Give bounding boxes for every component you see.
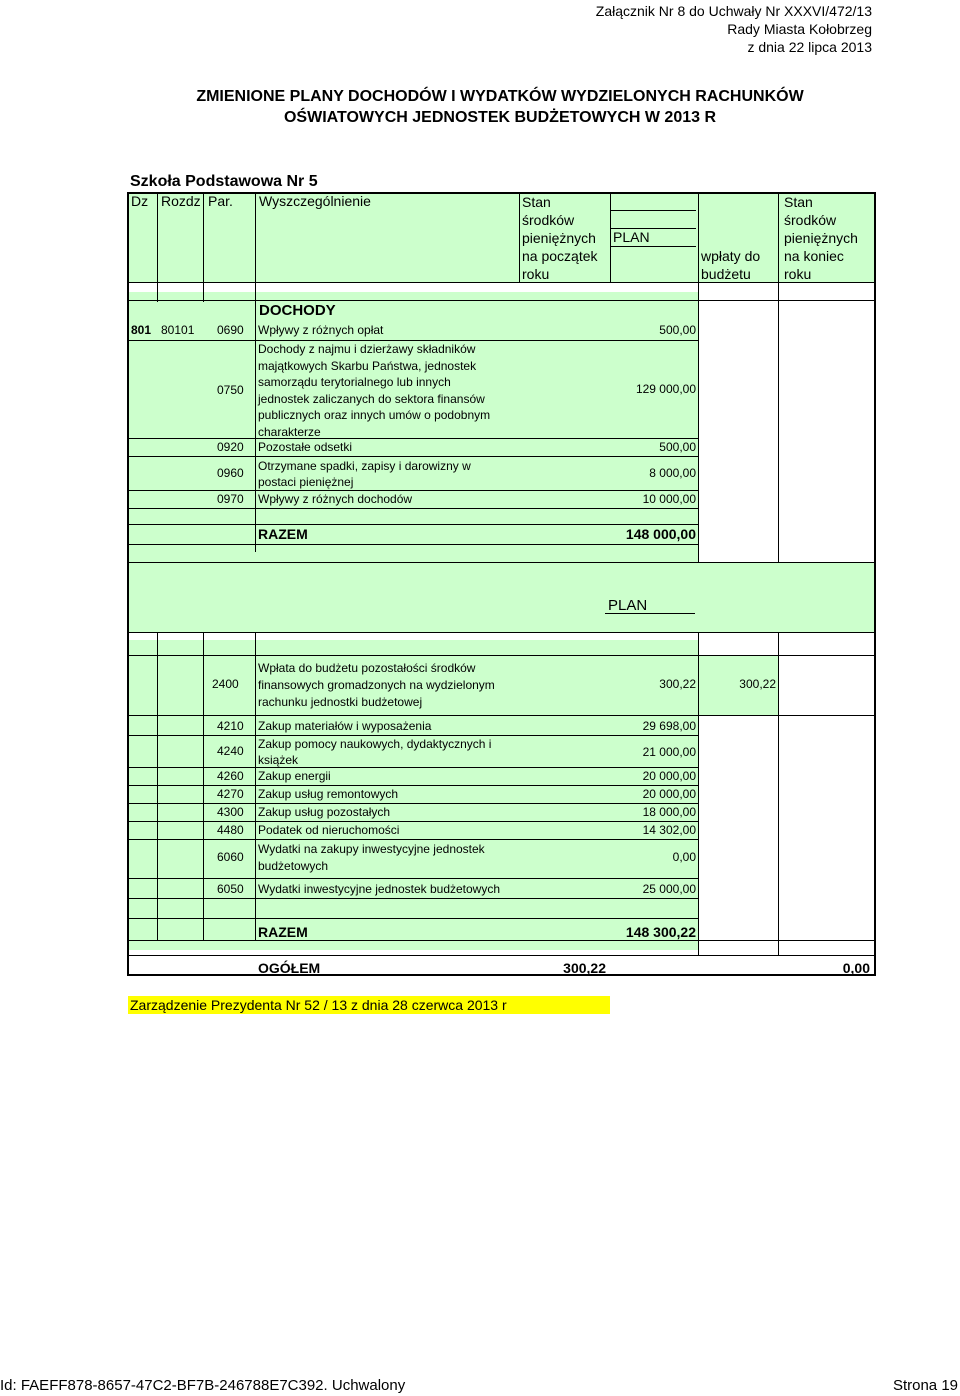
income-total-value: 148 000,00 xyxy=(625,526,696,542)
expense-total-value: 148 300,22 xyxy=(625,924,696,940)
col-header-description: Wyszczególnienie xyxy=(259,193,371,209)
income-rozdz: 80101 xyxy=(161,323,195,337)
expense-row-plan: 0,00 xyxy=(672,850,696,864)
expense-row-desc: Zakup usług pozostałych xyxy=(258,805,391,819)
income-row-plan: 8 000,00 xyxy=(649,466,696,480)
header-line-1: Załącznik Nr 8 do Uchwały Nr XXXVI/472/13 xyxy=(595,3,872,19)
income-row-par: 0970 xyxy=(217,492,244,506)
expense-row-par: 6060 xyxy=(217,850,244,864)
expense-row-plan: 21 000,00 xyxy=(642,745,696,759)
col-header-stan-end: Stan środków pieniężnych na koniec roku xyxy=(784,194,858,282)
income-row-desc: Otrzymane spadki, zapisy i darowizny w postaci pieniężnej xyxy=(258,459,471,489)
title-line-2: OŚWIATOWYCH JEDNOSTEK BUDŻETOWYCH W 2013 R xyxy=(283,109,717,126)
expense-plan-label: PLAN xyxy=(608,597,648,614)
section-title-income: DOCHODY xyxy=(259,302,336,319)
expense-row-par: 4300 xyxy=(217,805,244,819)
expense-row-par: 4210 xyxy=(217,719,244,733)
expense-total-label: RAZEM xyxy=(258,924,308,940)
col-header-rozdz: Rozdz xyxy=(161,193,201,209)
expense-row-par: 4270 xyxy=(217,787,244,801)
income-dz: 801 xyxy=(131,323,152,337)
expense-row-par: 4260 xyxy=(217,769,244,783)
income-row-desc: Dochody z najmu i dzierżawy składników majątkowych Skarbu Państwa, jednostek samorządu terytorialnego lub innych jednostek zaliczanych do sektora finansów publicznych oraz innych umów o podobnym charakterze xyxy=(258,342,491,439)
footer-page-number: Strona 19 xyxy=(892,1377,958,1394)
footer-document-id: Id: FAEFF878-8657-47C2-BF7B-246788E7C392. Uchwalony xyxy=(0,1377,406,1394)
income-row-par: 0750 xyxy=(217,383,244,397)
expense-row-desc: Wydatki inwestycyjne jednostek budżetowych xyxy=(258,882,501,896)
header-line-2: Rady Miasta Kołobrzeg xyxy=(727,21,872,37)
col-header-stan-start: Stan środków pieniężnych na początek roku xyxy=(522,194,598,282)
income-row-plan: 500,00 xyxy=(659,440,696,454)
ordinance-note: Zarządzenie Prezydenta Nr 52 / 13 z dnia 28 czerwca 2013 r xyxy=(128,996,610,1014)
expense-row-par: 2400 xyxy=(212,677,239,691)
income-row-plan: 129 000,00 xyxy=(635,382,696,396)
col-header-par: Par. xyxy=(208,193,233,209)
income-row-par: 0920 xyxy=(217,440,244,454)
expense-row-plan: 25 000,00 xyxy=(642,882,696,896)
expense-transfer-wplaty: 300,22 xyxy=(739,677,776,691)
income-row-par: 0690 xyxy=(217,323,244,337)
income-total-label: RAZEM xyxy=(258,526,308,542)
col-header-plan: PLAN xyxy=(613,229,650,245)
expense-row-desc: Podatek od nieruchomości xyxy=(258,823,400,837)
grand-total-label: OGÓŁEM xyxy=(258,960,321,976)
expense-row-plan: 14 302,00 xyxy=(642,823,696,837)
grand-total-wplaty: 300,22 xyxy=(563,960,606,976)
expense-row-plan: 18 000,00 xyxy=(642,805,696,819)
income-row-desc: Wpływy z różnych opłat xyxy=(258,323,384,337)
col-header-wplaty: wpłaty do budżetu xyxy=(701,248,761,282)
col-header-dz: Dz xyxy=(131,193,149,209)
income-row-desc: Pozostałe odsetki xyxy=(258,440,353,454)
expense-transfer-plan: 300,22 xyxy=(659,677,696,691)
expense-row-desc: Wpłata do budżetu pozostałości środków finansowych gromadzonych na wydzielonym rachunku jednostki budżetowej xyxy=(258,661,495,709)
expense-row-desc: Zakup usług remontowych xyxy=(258,787,399,801)
expense-row-desc: Zakup pomocy naukowych, dydaktycznych i książek xyxy=(258,737,492,767)
expense-row-plan: 29 698,00 xyxy=(642,719,696,733)
expense-row-desc: Zakup materiałów i wyposażenia xyxy=(258,719,432,733)
income-row-desc: Wpływy z różnych dochodów xyxy=(258,492,413,506)
attachment-header xyxy=(596,2,872,56)
document-title xyxy=(0,86,960,128)
header-line-3: z dnia 22 lipca 2013 xyxy=(747,39,872,55)
grand-total-stan-end: 0,00 xyxy=(842,960,870,976)
expense-row-desc: Wydatki na zakupy inwestycyjne jednostek budżetowych xyxy=(258,842,485,873)
income-row-par: 0960 xyxy=(217,466,244,480)
expense-row-par: 4480 xyxy=(217,823,244,837)
income-row-plan: 10 000,00 xyxy=(642,492,696,506)
expense-row-desc: Zakup energii xyxy=(258,769,331,783)
expense-row-plan: 20 000,00 xyxy=(642,787,696,801)
title-line-1: ZMIENIONE PLANY DOCHODÓW I WYDATKÓW WYDZIELONYCH RACHUNKÓW xyxy=(196,88,804,105)
expense-row-par: 4240 xyxy=(217,744,244,758)
income-row-plan: 500,00 xyxy=(659,323,696,337)
expense-row-plan: 20 000,00 xyxy=(642,769,696,783)
school-name: Szkoła Podstawowa Nr 5 xyxy=(130,173,318,190)
expense-row-par: 6050 xyxy=(217,882,244,896)
